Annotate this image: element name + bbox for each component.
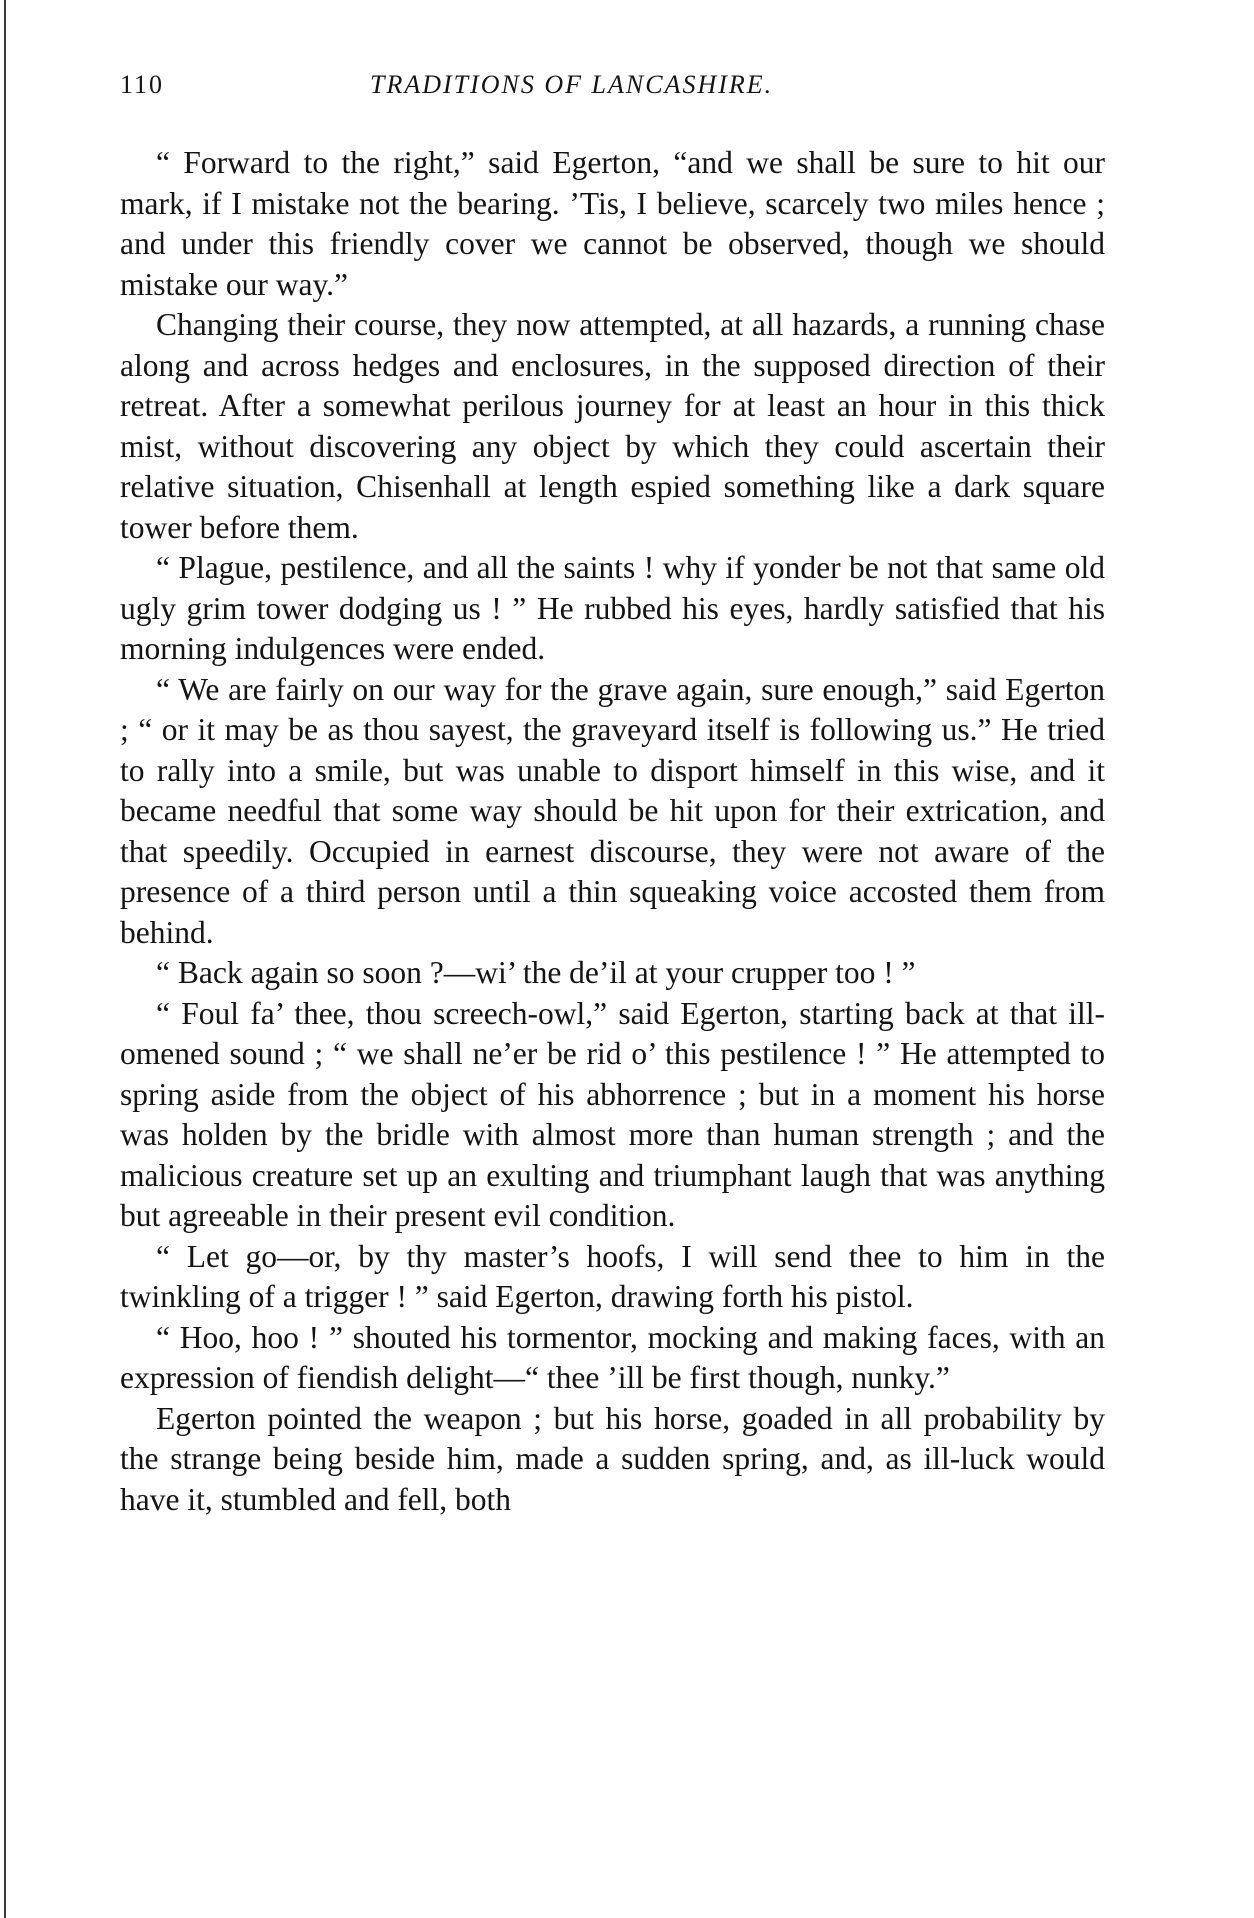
paragraph: “ Hoo, hoo ! ” shouted his tormentor, mocking and making faces, with an expression of fiendish delight—“ thee ’ill be first though, nunky.” (120, 1319, 1105, 1395)
paragraph: Changing their course, they now attempted, at all hazards, a running chase along and across hedges and enclosures, in the supposed direction of their retreat. After a somewhat perilous journey for at least an hour in this thick mist, without discovering any object by which they could ascertain their relative situation, Chisenhall at length espied something like a dark square tower before them. (120, 307, 1105, 545)
paragraph: Egerton pointed the weapon ; but his horse, goaded in all probability by the strange being beside him, made a sudden spring, and, as ill-luck would have it, stumbled and fell, both (120, 1400, 1105, 1517)
paragraph: “ Back again so soon ?—wi’ the de’il at your crupper too ! ” (156, 955, 916, 990)
paragraph: “ Foul fa’ thee, thou screech-owl,” said Egerton, starting back at that ill-omened sound ; “ we shall ne’er be rid o’ this pestilence ! ” He attempted to spring aside from the object of his abhorrence ; but in a moment his horse was holden by the bridle with almost more than human strength ; and the malicious creature set up an exulting and triumphant laugh that was anything but agreeable in their present evil condition. (120, 995, 1105, 1233)
running-title: TRADITIONS OF LANCASHIRE. (370, 70, 774, 99)
page-number: 110 (120, 70, 165, 99)
page-edge-rule (4, 0, 6, 1918)
paragraph: “ Let go—or, by thy master’s hoofs, I will send thee to him in the twinkling of a trigger ! ” said Egerton, drawing forth his pistol. (120, 1238, 1105, 1314)
paragraph: “ We are fairly on our way for the grave again, sure enough,” said Egerton ; “ or it may be as thou sayest, the graveyard itself is following us.” He tried to rally into a smile, but was unable to disport himself in this wise, and it became needful that some way should be hit upon for their extrication, and that speedily. Occupied in earnest discourse, they were not aware of the presence of a third person until a thin squeaking voice accosted them from behind. (120, 671, 1105, 950)
paragraph: “ Forward to the right,” said Egerton, “and we shall be sure to hit our mark, if I mistake not the bearing. ’Tis, I believe, scarcely two miles hence ; and under this friendly cover we cannot be observed, though we should mistake our way.” (120, 145, 1105, 302)
running-header (120, 70, 1110, 110)
paragraph: “ Plague, pestilence, and all the saints ! why if yonder be not that same old ugly grim tower dodging us ! ” He rubbed his eyes, hardly satisfied that his morning indulgences were ended. (120, 550, 1105, 666)
body-text (120, 143, 1105, 1520)
